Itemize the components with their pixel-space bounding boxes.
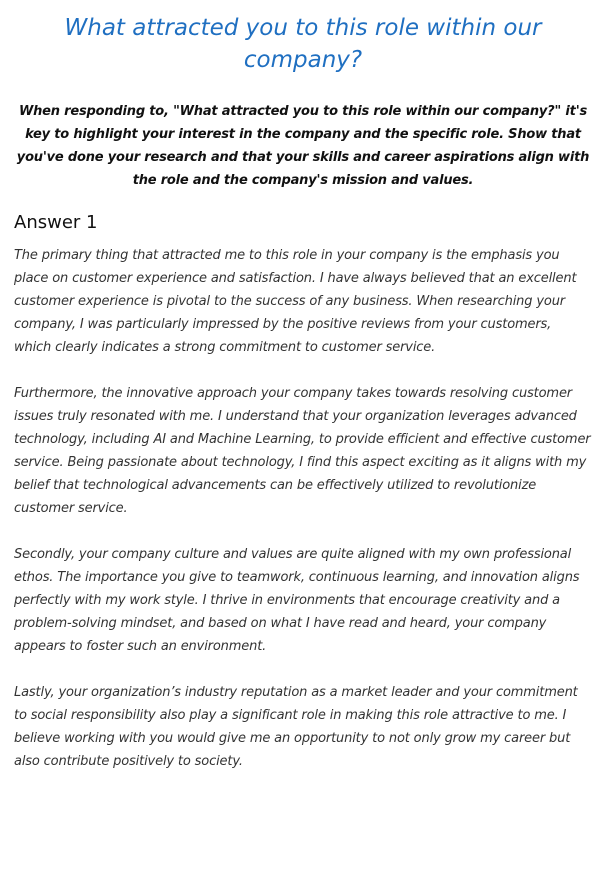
answer-paragraph-4: Lastly, your organization’s industry reputation as a market leader and your commitment to social responsibility also play a significant role in making this role attractive to me. I believe working with you would give me an opportunity to not only grow my career but also contribute positively to society. <box>14 685 578 769</box>
intro-text: When responding to, "What attracted you to this role within our company?" it's key to highlight your interest in the company and the specific role. Show that you've done your research and that your skills and career aspirations align with the role and the company's mission and values. <box>16 104 590 188</box>
answer-heading: Answer 1 <box>14 212 98 233</box>
answer-paragraph-2: Furthermore, the innovative approach your company takes towards resolving customer issues truly resonated with me. I understand that your organization leverages advanced technology, including AI and Machine Learning, to provide efficient and effective customer service. Being passionate about technology, I find this aspect exciting as it aligns with my belief that technological advancements can be effectively utilized to revolutionize customer service. <box>14 386 591 516</box>
answer-body <box>14 244 592 773</box>
document-page <box>0 12 606 870</box>
answer-paragraph-1: The primary thing that attracted me to this role in your company is the emphasis you place on customer experience and satisfaction. I have always believed that an excellent customer experience is pivotal to the success of any business. When researching your company, I was particularly impressed by the positive reviews from your customers, which clearly indicates a strong commitment to customer service. <box>14 248 577 355</box>
answer-paragraph-3: Secondly, your company culture and values are quite aligned with my own professional ethos. The importance you give to teamwork, continuous learning, and innovation aligns perfectly with my work style. I thrive in environments that encourage creativity and a problem-solving mindset, and based on what I have read and heard, your company appears to foster such an environment. <box>14 547 580 654</box>
page-title: What attracted you to this role within our company? <box>64 15 542 73</box>
